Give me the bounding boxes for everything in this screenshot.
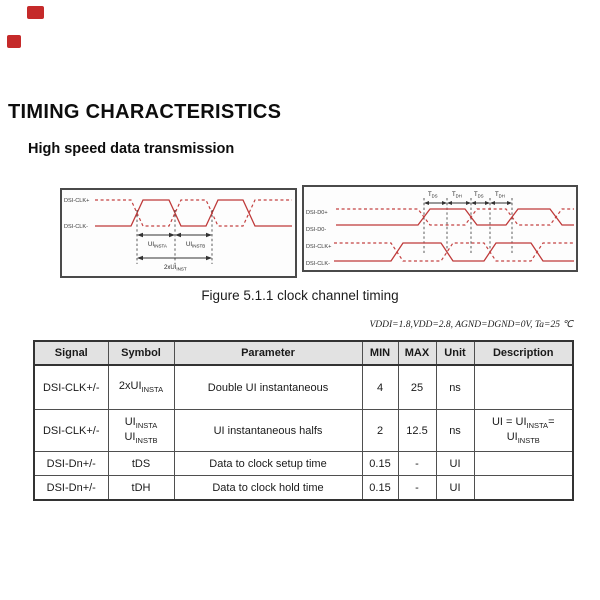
arrowhead [485, 201, 490, 205]
red-marker [27, 6, 44, 19]
clock-waveform-svg [62, 190, 295, 276]
cell-max: - [398, 476, 436, 501]
cell-unit: ns [436, 410, 474, 452]
data-clock-waveform-svg [304, 187, 576, 270]
cell-unit: UI [436, 476, 474, 501]
cell-max: 25 [398, 365, 436, 410]
ui-instb-label: $UI_{INSTB}$ [186, 242, 206, 249]
clk-minus-waveform [95, 200, 292, 226]
figure-caption: Figure 5.1.1 clock channel timing [201, 288, 399, 303]
cell-min: 2 [362, 410, 398, 452]
arrowhead [442, 201, 447, 205]
data-clock-timing-diagram [302, 185, 578, 272]
cell-unit: ns [436, 365, 474, 410]
table-header-row [34, 341, 573, 365]
signal-label: DSI-CLK- [306, 261, 330, 267]
cell-description: UI = $UI_{INSTA}=$ $UI_{INSTB}$ [474, 410, 573, 452]
d0-minus-waveform [336, 209, 574, 225]
arrowhead [206, 233, 212, 237]
cell-description [474, 476, 573, 501]
cell-signal: DSI-CLK+/- [34, 410, 108, 452]
col-header-min: MIN [362, 341, 398, 365]
cell-description [474, 452, 573, 476]
col-header-symbol: Symbol [108, 341, 174, 365]
arrowhead [137, 256, 143, 260]
cell-max: 12.5 [398, 410, 436, 452]
arrowhead [175, 233, 181, 237]
cell-parameter: Double UI instantaneous [174, 365, 362, 410]
signal-label: DSI-CLK- [64, 224, 88, 230]
col-header-max: MAX [398, 341, 436, 365]
arrowhead [137, 233, 143, 237]
cell-signal: DSI-Dn+/- [34, 452, 108, 476]
table-row [34, 452, 573, 476]
clk-plus-waveform [334, 243, 574, 261]
clock-timing-diagram [60, 188, 297, 278]
arrowhead [471, 201, 476, 205]
cell-max: - [398, 452, 436, 476]
arrowhead [447, 201, 452, 205]
cell-description [474, 365, 573, 410]
section-subtitle: High speed data transmission [28, 141, 235, 157]
d0-plus-waveform [336, 209, 574, 225]
col-header-description: Description [474, 341, 573, 365]
signal-label: DSI-D0+ [306, 210, 328, 216]
table-row [34, 476, 573, 501]
signal-label: DSI-CLK+ [64, 198, 90, 204]
cell-signal: DSI-CLK+/- [34, 365, 108, 410]
cell-unit: UI [436, 452, 474, 476]
timing-table [33, 340, 574, 501]
tds-label: $T_{DS}$ [428, 192, 438, 199]
arrowhead [206, 256, 212, 260]
two-ui-inst-label: 2xUI$_{INST}$ [164, 265, 187, 272]
cell-symbol: $UI_{INSTA}$ $UI_{INSTB}$ [108, 410, 174, 452]
cell-symbol: tDS [108, 452, 174, 476]
table-row [34, 365, 573, 410]
col-header-signal: Signal [34, 341, 108, 365]
arrowhead [507, 201, 512, 205]
tds-label: $T_{DS}$ [474, 192, 484, 199]
signal-label: DSI-CLK+ [306, 244, 332, 250]
conditions-note: VDDI=1.8,VDD=2.8, AGND=DGND=0V, Ta=25 ℃ [369, 320, 573, 330]
cell-min: 0.15 [362, 476, 398, 501]
page-title: TIMING CHARACTERISTICS [8, 101, 282, 123]
table-row [34, 410, 573, 452]
cell-symbol: tDH [108, 476, 174, 501]
cell-min: 4 [362, 365, 398, 410]
arrowhead [424, 201, 429, 205]
col-header-unit: Unit [436, 341, 474, 365]
clk-plus-waveform [95, 200, 292, 226]
arrowhead [490, 201, 495, 205]
red-marker [7, 35, 21, 48]
cell-signal: DSI-Dn+/- [34, 476, 108, 501]
cell-symbol: 2xUI$_{INSTA}$ [108, 365, 174, 410]
arrowhead [169, 233, 175, 237]
col-header-parameter: Parameter [174, 341, 362, 365]
signal-label: DSI-D0- [306, 227, 327, 233]
arrowhead [466, 201, 471, 205]
cell-parameter: UI instantaneous halfs [174, 410, 362, 452]
cell-parameter: Data to clock setup time [174, 452, 362, 476]
clk-minus-waveform [334, 243, 574, 261]
tdh-label: $T_{DH}$ [452, 192, 462, 199]
cell-min: 0.15 [362, 452, 398, 476]
ui-insta-label: $UI_{INSTA}$ [148, 242, 167, 249]
tdh-label: $T_{DH}$ [495, 192, 505, 199]
cell-parameter: Data to clock hold time [174, 476, 362, 501]
